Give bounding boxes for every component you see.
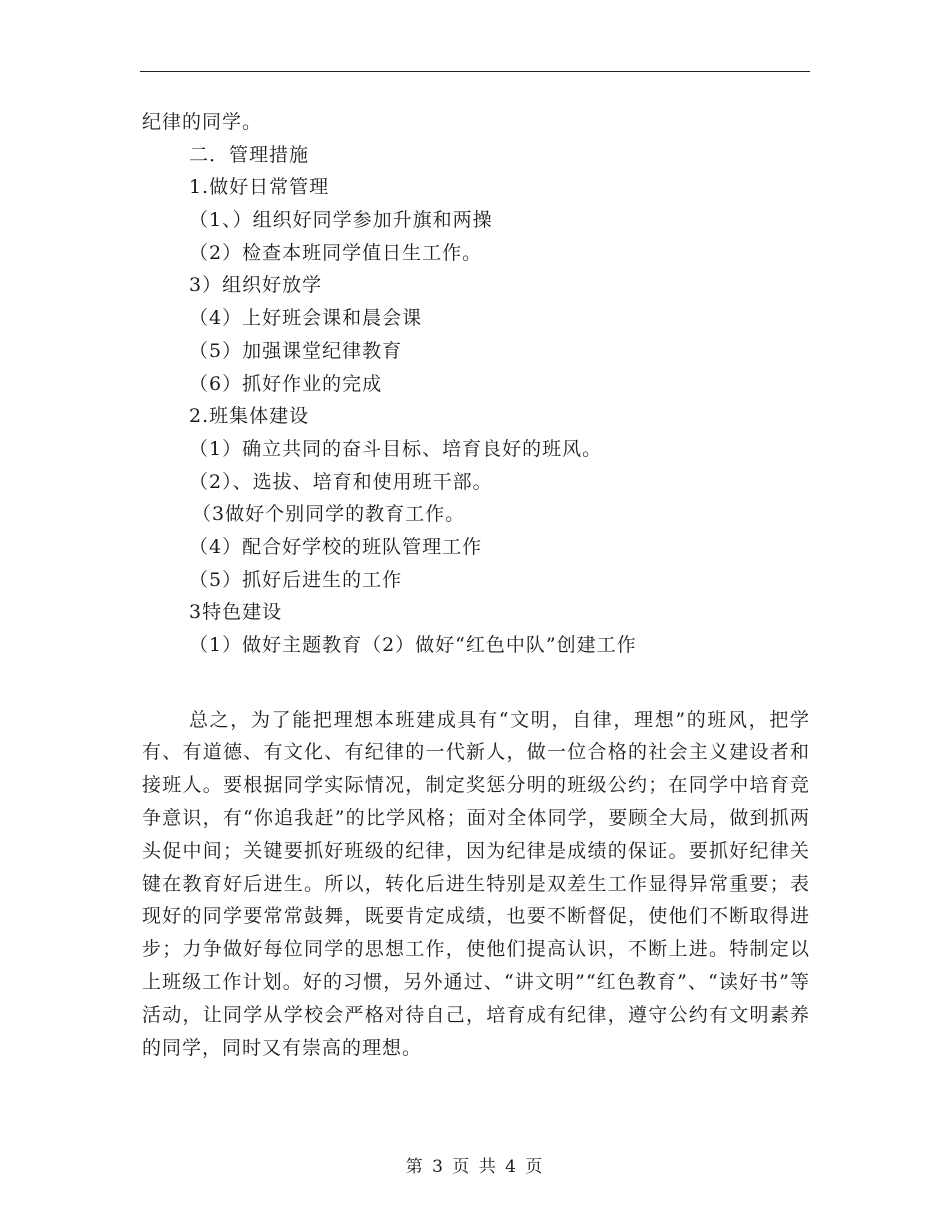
summary-paragraph: 总之，为了能把理想本班建成具有“文明，自律，理想”的班风，把学有、有道德、有文化、有纪律的一代新人，做一位合格的社会主义建设者和接班人。要根据同学实际情况，制定奖惩分明的班级公约；在同学中培育竞争意识，有“你追我赶”的比学风格；面对全体同学，要顾全大局，做到抓两头促中间；关键要抓好班级的纪律，因为纪律是成绩的保证。要抓好纪律关键在教育好后进生。所以，转化后进生特别是双差生工作显得异常重要；表现好的同学要常常鼓舞，既要肯定成绩，也要不断督促，使他们不断取得进步；力争做好每位同学的思想工作，使他们提高认识，不断上进。特制定以上班级工作计划。好的习惯，另外通过、“讲文明”“红色教育”、“读好书”等活动，让同学从学校会严格对待自己，培育成有纪律，遵守公约有文明素养的同学，同时又有崇高的理想。	[142, 708, 810, 1059]
list-item: （1）做好主题教育（2）做好“红色中队”创建工作	[189, 634, 637, 656]
list-item: （5）加强课堂纪律教育	[189, 339, 403, 362]
text-line: 纪律的同学。	[142, 111, 263, 133]
list-item: （1）确立共同的奋斗目标、培育良好的班风。	[189, 437, 603, 460]
list-item: （4）上好班会课和晨会课	[189, 307, 423, 330]
section-heading: 二．管理措施	[189, 143, 310, 166]
page-number-footer: 第 3 页 共 4 页	[405, 1157, 545, 1177]
list-item: （6）抓好作业的完成	[189, 372, 383, 395]
document-body	[142, 106, 810, 1064]
list-item: （1、）组织好同学参加升旗和两操	[189, 209, 493, 232]
subsection-heading: 3特色建设	[189, 601, 283, 624]
list-item: （2）检查本班同学值日生工作。	[189, 241, 483, 264]
list-item: 3）组织好放学	[189, 274, 323, 297]
header-rule	[140, 71, 810, 72]
subsection-heading: 2.班集体建设	[189, 405, 310, 428]
subsection-heading: 1.做好日常管理	[189, 176, 330, 199]
list-item: （2）、选拔、培育和使用班干部。	[189, 470, 493, 493]
paragraph-gap	[142, 662, 810, 704]
list-item: （4）配合好学校的班队管理工作	[189, 535, 483, 558]
list-item: （3做好个别同学的教育工作。	[192, 503, 466, 526]
list-item: （5）抓好后进生的工作	[189, 568, 403, 591]
